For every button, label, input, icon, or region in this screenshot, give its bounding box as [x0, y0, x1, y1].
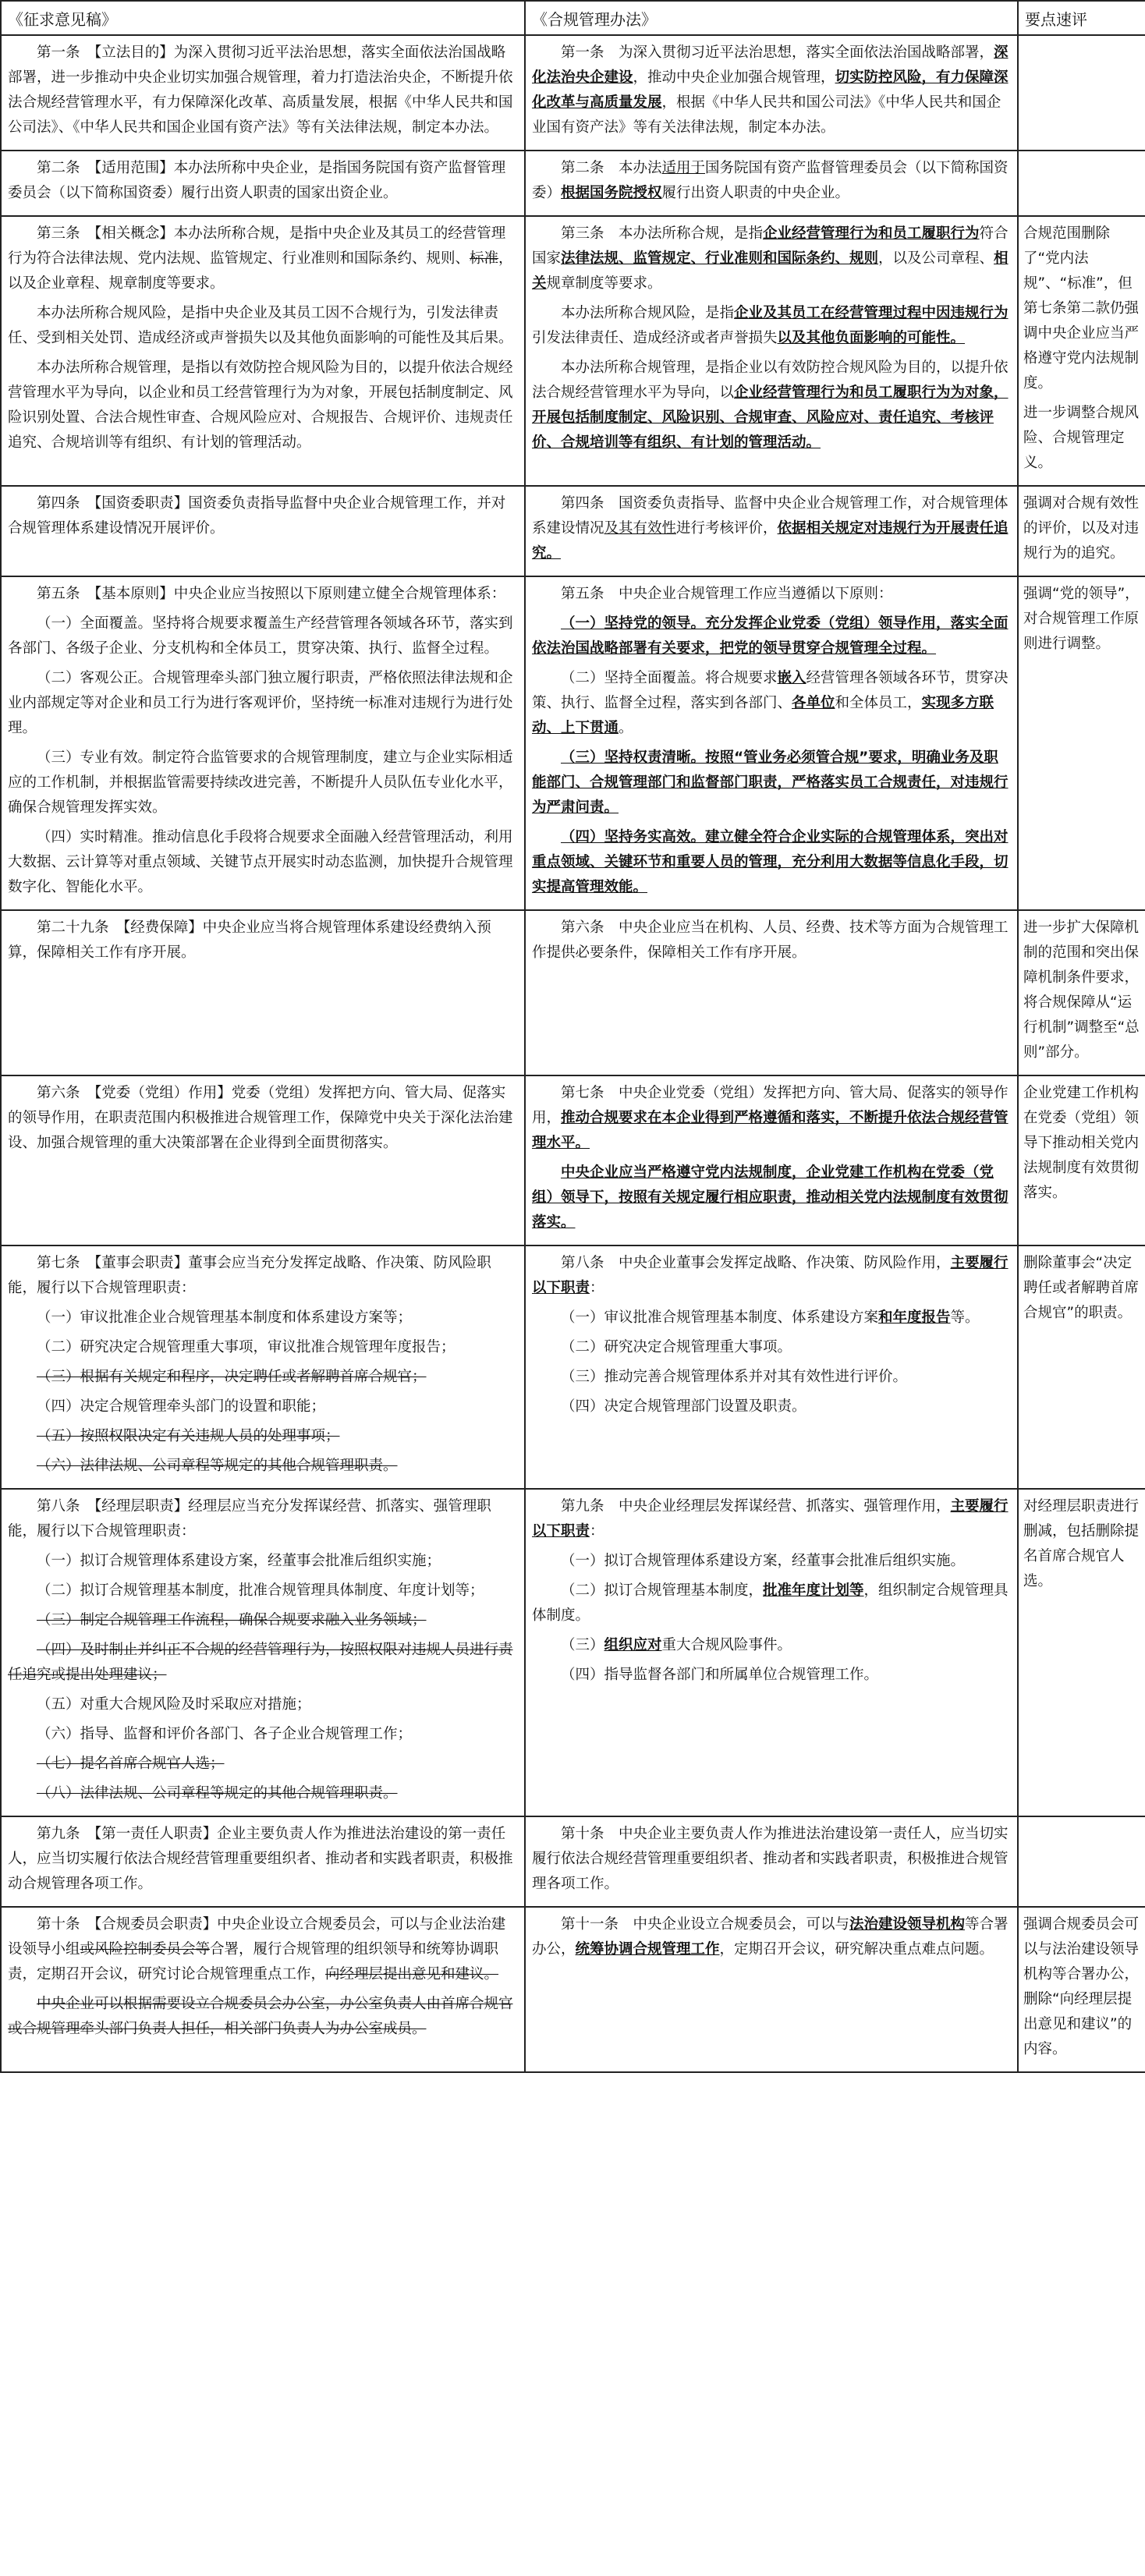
text-run: （三）专业有效。制定符合监管要求的合规管理制度，建立与企业实际相适应的工作机制，并根据监管需要持续改进完善，不断提升人员队伍专业化水平，确保合规管理发挥实效。 — [8, 749, 513, 816]
text-run: 第六条 【党委（党组）作用】党委（党组）发挥把方向、管大局、促落实的领导作用，在职责范围内积极推进合规管理工作，保障党中央关于深化法治建设、加强合规管理的重大决策部署在企业得到全面贯彻落实。 — [8, 1085, 513, 1151]
header-row — [1, 1, 1145, 35]
review-cell — [1018, 486, 1145, 576]
final-paragraph — [532, 1394, 1011, 1419]
text-run: 第七条 【董事会职责】董事会应当充分发挥定战略、作决策、防风险职能，履行以下合规管理职责： — [8, 1255, 491, 1296]
review-paragraph — [1023, 1494, 1140, 1594]
final-cell — [525, 576, 1018, 910]
text-run: 企业党建工作机构在党委（党组）领导下推动相关党内法规制度有效贯彻落实。 — [1023, 1085, 1140, 1201]
review-paragraph — [1023, 1912, 1140, 2062]
text-run: 第八条 中央企业董事会发挥定战略、作决策、防风险作用， — [561, 1255, 951, 1271]
text-run: （二）拟订合规管理基本制度，批准合规管理具体制度、年度计划等； — [37, 1582, 484, 1599]
draft-paragraph — [8, 1992, 518, 2042]
text-run: ，根据《中华人民共和国公司法》《中华人民共和国企业国有资产法》等有关法律法规，制定本办法。 — [532, 94, 1001, 136]
header-final: 《合规管理办法》 — [525, 1, 1018, 35]
text-run: 标准 — [470, 250, 499, 267]
text-run: 等合署办公， — [532, 1916, 1009, 1958]
text-run: 第五条 【基本原则】中央企业应当按照以下原则建立健全合规管理体系： — [37, 586, 506, 602]
text-run: 第九条 【第一责任人职责】企业主要负责人作为推进法治建设的第一责任人，应当切实履行依法合规经营管理重要组织者、推动者和实践者职责，积极推动合规管理各项工作。 — [8, 1826, 513, 1892]
final-paragraph — [532, 746, 1011, 820]
final-paragraph — [532, 1579, 1011, 1628]
review-cell — [1018, 910, 1145, 1075]
text-run: （一）拟订合规管理体系建设方案，经董事会批准后组织实施。 — [561, 1553, 966, 1569]
text-run: （五）对重大合规风险及时采取应对措施； — [37, 1696, 311, 1713]
review-cell — [1018, 1907, 1145, 2072]
text-run: （四）决定合规管理牵头部门的设置和职能； — [37, 1398, 326, 1415]
final-paragraph — [532, 582, 1011, 607]
text-run: （二）坚持全面覆盖。将合规要求 — [561, 670, 778, 686]
draft-paragraph — [8, 1251, 518, 1301]
text-run: （三）坚持权责清晰。按照“管业务必须管合规”要求，明确业务及职能部门、合规管理部门和监督部门职责，严格落实员工合规责任，对违规行为严肃问责。 — [532, 749, 1009, 816]
draft-paragraph — [8, 611, 518, 661]
draft-paragraph — [8, 301, 518, 351]
draft-paragraph — [8, 1494, 518, 1544]
final-paragraph — [532, 491, 1011, 566]
text-run: 规章制度等要求。 — [546, 275, 662, 292]
text-run: （二）研究决定合规管理重大事项。 — [561, 1339, 792, 1355]
text-run: 进一步扩大保障机制的范围和突出保障机制条件要求，将合规保障从“运行机制”调整至“总则”部分。 — [1023, 919, 1140, 1061]
text-run: 统筹协调合规管理工作 — [575, 1941, 720, 1958]
text-run: 第四条 【国资委职责】国资委负责指导监督中央企业合规管理工作，并对合规管理体系建设情况开展评价。 — [8, 495, 506, 537]
final-paragraph — [532, 1251, 1011, 1301]
text-run: 强调“党的领导”，对合规管理工作原则进行调整。 — [1023, 586, 1140, 652]
review-cell — [1018, 151, 1145, 216]
text-run: （七）提名首席合规官人选； — [37, 1756, 225, 1772]
text-run: 依据相关规定对违规行为开展责任追究。 — [532, 520, 1009, 562]
draft-cell — [1, 1489, 525, 1816]
text-run: 强调对合规有效性的评价，以及对违规行为的追究。 — [1023, 495, 1140, 562]
review-cell — [1018, 576, 1145, 910]
draft-paragraph — [8, 41, 518, 140]
text-run: 法治建设领导机构 — [849, 1916, 966, 1933]
text-run: （二）客观公正。合规管理牵头部门独立履行职责，严格依照法律法规和企业内部规定等对企业和员工行为进行客观评价，坚持统一标准对违规行为进行处理。 — [8, 670, 513, 736]
text-run: ，以及企业章程、规章制度等要求。 — [8, 250, 513, 292]
text-run: 本办法所称合规管理，是指企业以有效防控合规风险为目的，以提升依法合规经营管理水平为导向，以 — [532, 360, 1009, 401]
text-run: 删除董事会“决定聘任或者解聘首席合规官”的职责。 — [1023, 1255, 1140, 1321]
table-row — [1, 35, 1145, 151]
text-run: 企业经营管理行为和员工履职行为为对象，开展包括制度制定、风险识别、合规审查、风险应对、责任追究、考核评价、合规培训等有组织、有计划的管理活动。 — [532, 384, 1009, 451]
draft-cell — [1, 1907, 525, 2072]
text-run: 经营管理各领域各环节，贯穿决策、执行、监督全过程，落实到各部门、 — [532, 670, 1009, 711]
draft-paragraph — [8, 1454, 518, 1479]
review-cell — [1018, 216, 1145, 486]
draft-paragraph — [8, 1781, 518, 1806]
header-review: 要点速评 — [1018, 1, 1145, 35]
text-run: 本办法所称合规风险，是指 — [561, 305, 735, 321]
table-row — [1, 576, 1145, 910]
table-row — [1, 1075, 1145, 1245]
draft-cell — [1, 486, 525, 576]
final-cell — [525, 1489, 1018, 1816]
text-run: 法律法规、监管规定、行业准则和国际条约、规则 — [561, 250, 879, 267]
draft-paragraph — [8, 1549, 518, 1574]
table-row — [1, 1245, 1145, 1489]
draft-paragraph — [8, 825, 518, 900]
text-run: 企业经营管理行为和员工履职行为 — [763, 225, 980, 242]
text-run: 第八条 【经理层职责】经理层应当充分发挥谋经营、抓落实、强管理职能，履行以下合规管理职责： — [8, 1498, 491, 1540]
review-paragraph — [1023, 916, 1140, 1065]
text-run: （一）审议批准合规管理基本制度、体系建设方案 — [561, 1309, 879, 1326]
draft-paragraph — [8, 1692, 518, 1717]
text-run: （三） — [561, 1637, 604, 1653]
draft-paragraph — [8, 1306, 518, 1331]
draft-paragraph — [8, 1365, 518, 1390]
text-run: 第十条 【合规委员会职责】中央企业设立合规委员会，可以与企业法治建设领导小组 — [8, 1916, 506, 1958]
text-run: 实现多方联动、上下贯通 — [532, 695, 994, 736]
text-run: 第十条 中央企业主要负责人作为推进法治建设第一责任人，应当切实履行依法合规经营管理重要组织者、推动者和实践者职责，积极推进合规管理各项工作。 — [532, 1826, 1009, 1892]
text-run: （四）及时制止并纠正不合规的经营管理行为，按照权限对违规人员进行责任追究或提出处理建议； — [8, 1642, 513, 1683]
draft-cell — [1, 1816, 525, 1907]
draft-paragraph — [8, 1752, 518, 1777]
draft-paragraph — [8, 1335, 518, 1360]
text-run: 第六条 中央企业应当在机构、人员、经费、技术等方面为合规管理工作提供必要条件，保障相关工作有序开展。 — [532, 919, 1009, 961]
text-run: 本办法所称合规管理，是指以有效防控合规风险为目的，以提升依法合规经营管理水平为导向，以企业和员工经营管理行为为对象，开展包括制度制定、风险识别处置、合法合规性审查、合规风险应对、合规报告、合规评价、违规责任追究、合规培训等有组织、有计划的管理活动。 — [8, 360, 513, 451]
draft-paragraph — [8, 1394, 518, 1419]
final-cell — [525, 35, 1018, 151]
text-run: 企业及其员工在经营管理过程中因违规行为 — [734, 305, 1009, 321]
text-run: 进行考核评价， — [676, 520, 778, 537]
text-run: 第一条 【立法目的】为深入贯彻习近平法治思想，落实全面依法治国战略部署，进一步推动中央企业切实加强合规管理，着力打造法治央企，不断提升依法合规经营管理水平，有力保障深化改革、高质量发展，根据《中华人民共和国公司法》、《中华人民共和国企业国有资产法》等有关法律法规，制定本办法。 — [8, 44, 513, 136]
final-paragraph — [532, 1663, 1011, 1688]
text-run: 相关 — [532, 250, 1009, 292]
text-run: 中央企业可以根据需要设立合规委员会办公室，办公室负责人由首席合规官或合规管理牵头部门负责人担任，相关部门负责人为办公室成员。 — [8, 1996, 513, 2037]
table-body — [1, 35, 1145, 2072]
text-run: （二）拟订合规管理基本制度， — [561, 1582, 764, 1599]
draft-paragraph — [8, 746, 518, 820]
final-paragraph — [532, 916, 1011, 966]
text-run: 本办法所称合规风险，是指中央企业及其员工因不合规行为，引发法律责任、受到相关处罚、造成经济或声誉损失以及其他负面影响的可能性及其后果。 — [8, 305, 513, 346]
final-paragraph — [532, 1912, 1011, 1962]
final-paragraph — [532, 1335, 1011, 1360]
text-run: （三）推动完善合规管理体系并对其有效性进行评价。 — [561, 1369, 908, 1385]
text-run: 引发法律责任、造成经济或者声誉损失 — [532, 330, 778, 346]
final-paragraph — [532, 1494, 1011, 1544]
text-run: （三）制定合规管理工作流程，确保合规要求融入业务领域； — [37, 1612, 427, 1628]
text-run: 国务院国有资产监督管理委员会（以下简称国资委） — [532, 160, 1009, 201]
text-run: ，推动中央企业加强合规管理， — [633, 69, 835, 86]
review-cell — [1018, 1245, 1145, 1489]
text-run: 第二条 【适用范围】本办法所称中央企业，是指国务院国有资产监督管理委员会（以下简称国资委）履行出资人职责的国家出资企业。 — [8, 160, 506, 201]
final-paragraph — [532, 666, 1011, 741]
draft-cell — [1, 151, 525, 216]
text-run: 和全体员工， — [835, 695, 922, 711]
text-run: 第三条 【相关概念】本办法所称合规，是指中央企业及其员工的经营管理行为符合法律法规、党内法规、监管规定、行业准则和国际条约、规则、 — [8, 225, 506, 267]
text-run: 组织应对 — [604, 1637, 662, 1653]
table-row — [1, 216, 1145, 486]
final-cell — [525, 910, 1018, 1075]
draft-paragraph — [8, 1608, 518, 1633]
final-paragraph — [532, 1633, 1011, 1658]
text-run: 第二十九条 【经费保障】中央企业应当将合规管理体系建设经费纳入预算，保障相关工作有序开展。 — [8, 919, 491, 961]
final-paragraph — [532, 1365, 1011, 1390]
text-run: 或风险控制委员会等 — [80, 1941, 211, 1958]
draft-paragraph — [8, 1638, 518, 1688]
text-run: ，以及公司章程、 — [878, 250, 994, 267]
text-run: 推动合规要求在本企业得到严格遵循和落实，不断提升依法合规经营管理水平。 — [532, 1110, 1009, 1151]
text-run: 中央企业应当严格遵守党内法规制度，企业党建工作机构在党委（党组）领导下，按照有关规定履行相应职责，推动相关党内法规制度有效贯彻落实。 — [532, 1164, 1009, 1231]
final-cell — [525, 151, 1018, 216]
draft-paragraph — [8, 356, 518, 455]
text-run: 和年度报告 — [878, 1309, 951, 1326]
draft-cell — [1, 910, 525, 1075]
text-run: ： — [590, 1523, 604, 1540]
text-run: （三）根据有关规定和程序，决定聘任或者解聘首席合规官； — [37, 1369, 427, 1385]
text-run: 主要履行以下职责 — [532, 1255, 1009, 1296]
text-run: 批准年度计划等 — [763, 1582, 864, 1599]
text-run: 根据国务院授权 — [561, 185, 662, 201]
text-run: ： — [590, 1280, 604, 1296]
draft-cell — [1, 35, 525, 151]
text-run: （一）拟订合规管理体系建设方案，经董事会批准后组织实施； — [37, 1553, 441, 1569]
draft-cell — [1, 216, 525, 486]
final-cell — [525, 1816, 1018, 1907]
text-run: 。 — [619, 720, 633, 736]
review-paragraph — [1023, 1251, 1140, 1326]
final-paragraph — [532, 356, 1011, 455]
text-run: （四）坚持务实高效。建立健全符合企业实际的合规管理体系，突出对重点领域、关键环节和重要人员的管理，充分利用大数据等信息化手段，切实提高管理效能。 — [532, 829, 1009, 895]
final-paragraph — [532, 611, 1011, 661]
draft-paragraph — [8, 582, 518, 607]
text-run: 第三条 本办法所称合规，是指 — [561, 225, 764, 242]
table-row — [1, 151, 1145, 216]
draft-paragraph — [8, 1822, 518, 1897]
draft-paragraph — [8, 1081, 518, 1156]
text-run: （一）审议批准企业合规管理基本制度和体系建设方案等； — [37, 1309, 413, 1326]
review-cell — [1018, 1075, 1145, 1245]
text-run: 符合国家 — [532, 225, 1009, 267]
text-run: 履行出资人职责的中央企业。 — [661, 185, 850, 201]
review-paragraph — [1023, 221, 1140, 396]
text-run: 各单位 — [792, 695, 835, 711]
table-row — [1, 1489, 1145, 1816]
text-run: （一）坚持党的领导。充分发挥企业党委（党组）领导作用，落实全面依法治国战略部署有关要求，把党的领导贯穿合规管理全过程。 — [532, 615, 1009, 657]
draft-cell — [1, 576, 525, 910]
review-paragraph — [1023, 401, 1140, 476]
text-run: （四）指导监督各部门和所属单位合规管理工作。 — [561, 1667, 879, 1683]
review-cell — [1018, 1489, 1145, 1816]
final-cell — [525, 1907, 1018, 2072]
text-run: 对经理层职责进行删减，包括删除提名首席合规官人选。 — [1023, 1498, 1140, 1589]
text-run: ，定期召开会议，研究解决重点难点问题。 — [719, 1941, 994, 1958]
text-run: 适用于 — [661, 160, 706, 176]
text-run: （四）实时精准。推动信息化手段将合规要求全面融入经营管理活动，利用大数据、云计算等对重点领域、关键节点开展实时动态监测，加快提升合规管理数字化、智能化水平。 — [8, 829, 513, 895]
review-paragraph — [1023, 582, 1140, 657]
draft-paragraph — [8, 1722, 518, 1747]
text-run: （四）决定合规管理部门设置及职责。 — [561, 1398, 806, 1415]
text-run: 第五条 中央企业合规管理工作应当遵循以下原则： — [561, 586, 893, 602]
draft-paragraph — [8, 491, 518, 541]
final-paragraph — [532, 825, 1011, 900]
final-paragraph — [532, 1549, 1011, 1574]
draft-paragraph — [8, 1912, 518, 1987]
text-run: 第二条 本办法 — [561, 160, 662, 176]
text-run: 嵌入 — [777, 670, 806, 686]
text-run: 深化法治央企建设 — [532, 44, 1009, 86]
final-paragraph — [532, 41, 1011, 140]
text-run: 合规范围删除了“党内法规”、“标准”，但第七条第二款仍强调中央企业应当严格遵守党内法规制度。 — [1023, 225, 1140, 392]
text-run: 合署，履行合规管理的组织领导和统筹协调职责，定期召开会议，研究讨论合规管理重点工作， — [8, 1941, 499, 1982]
text-run: 第十一条 中央企业设立合规委员会，可以与 — [561, 1916, 850, 1933]
header-draft: 《征求意见稿》 — [1, 1, 525, 35]
text-run: 第九条 中央企业经理层发挥谋经营、抓落实、强管理作用， — [561, 1498, 951, 1515]
draft-paragraph — [8, 916, 518, 966]
table-row — [1, 910, 1145, 1075]
text-run: 进一步调整合规风险、合规管理定义。 — [1023, 405, 1140, 471]
text-run: 第七条 中央企业党委（党组）发挥把方向、管大局、促落实的领导作用， — [532, 1085, 1009, 1126]
text-run: （五）按照权限决定有关违规人员的处理事项； — [37, 1428, 340, 1444]
text-run: 主要履行以下职责 — [532, 1498, 1009, 1540]
final-paragraph — [532, 1081, 1011, 1156]
review-cell — [1018, 1816, 1145, 1907]
final-cell — [525, 1245, 1018, 1489]
text-run: （二）研究决定合规管理重大事项，审议批准合规管理年度报告； — [37, 1339, 456, 1355]
table-row — [1, 1907, 1145, 2072]
final-paragraph — [532, 156, 1011, 206]
table-row — [1, 1816, 1145, 1907]
review-paragraph — [1023, 491, 1140, 566]
draft-paragraph — [8, 1424, 518, 1449]
draft-cell — [1, 1075, 525, 1245]
text-run: ，组织制定合规管理具体制度。 — [532, 1582, 1009, 1624]
final-cell — [525, 216, 1018, 486]
text-run: 重大合规风险事件。 — [661, 1637, 792, 1653]
final-paragraph — [532, 1306, 1011, 1331]
text-run: 第一条 为深入贯彻习近平法治思想，落实全面依法治国战略部署， — [561, 44, 994, 61]
review-paragraph — [1023, 1081, 1140, 1206]
text-run: （一）全面覆盖。坚持将合规要求覆盖生产经营管理各领域各环节，落实到各部门、各级子企业、分支机构和全体员工，贯穿决策、执行、监督全过程。 — [8, 615, 513, 657]
final-cell — [525, 1075, 1018, 1245]
text-run: 第四条 国资委负责指导、监督中央企业合规管理工作，对合规管理体系建设情况 — [532, 495, 1009, 537]
text-run: 以及其他负面影响的可能性。 — [777, 330, 966, 346]
final-paragraph — [532, 301, 1011, 351]
draft-paragraph — [8, 221, 518, 296]
draft-paragraph — [8, 1579, 518, 1603]
text-run: 向经理层提出意见和建议。 — [325, 1966, 499, 1982]
text-run: 及其有效性 — [604, 520, 677, 537]
final-paragraph — [532, 221, 1011, 296]
text-run: （六）法律法规、公司章程等规定的其他合规管理职责。 — [37, 1458, 398, 1474]
draft-cell — [1, 1245, 525, 1489]
final-paragraph — [532, 1160, 1011, 1235]
text-run: 强调合规委员会可以与法治建设领导机构等合署办公，删除“向经理层提出意见和建议”的内容。 — [1023, 1916, 1140, 2057]
text-run: 切实防控风险，有力保障深化改革与高质量发展 — [532, 69, 1009, 111]
review-cell — [1018, 35, 1145, 151]
draft-paragraph — [8, 156, 518, 206]
text-run: （六）指导、监督和评价各部门、各子企业合规管理工作； — [37, 1726, 413, 1742]
text-run: （八）法律法规、公司章程等规定的其他合规管理职责。 — [37, 1785, 398, 1802]
text-run: 等。 — [950, 1309, 980, 1326]
table-row — [1, 486, 1145, 576]
final-paragraph — [532, 1822, 1011, 1897]
final-cell — [525, 486, 1018, 576]
draft-paragraph — [8, 666, 518, 741]
